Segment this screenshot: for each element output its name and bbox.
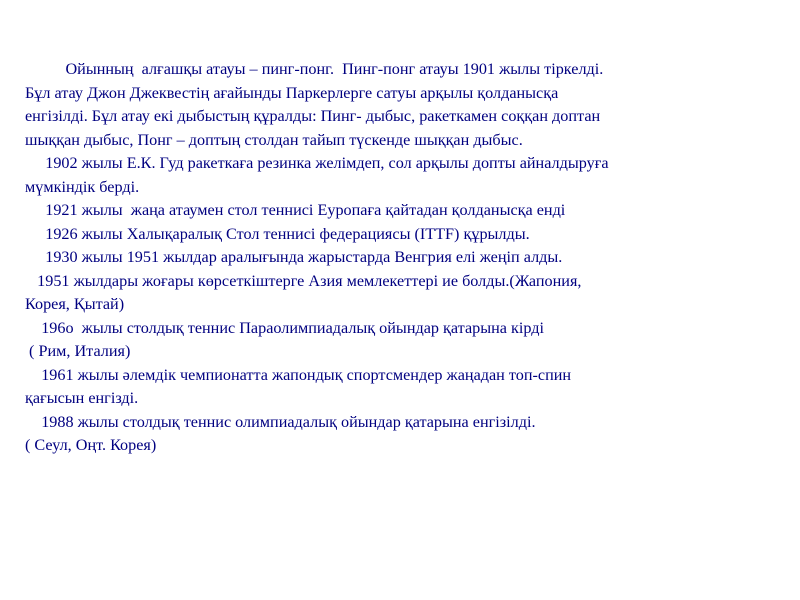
text-line: Бұл атау Джон Джеквестің ағайынды Паркерлерге сатуы арқылы қолданысқа: [25, 83, 559, 102]
text-line: 1961 жылы әлемдік чемпионатта жапондық спортсмендер жаңадан топ-спин: [25, 365, 572, 384]
text-line: Корея, Қытай): [25, 295, 125, 313]
text-line: қағысын енгізді.: [25, 389, 139, 407]
text-line: шыққан дыбыс, Понг – доптың столдан тайып түскенде шыққан дыбыс.: [25, 130, 523, 149]
text-line: 1951 жылдары жоғары көрсеткіштерге Азия мемлекеттері ие болды.(Жапония,: [25, 271, 582, 290]
text-block: [25, 58, 785, 458]
text-line: ( Рим, Италия): [25, 342, 131, 360]
text-line: Ойынның алғашқы атауы – пинг-понг. Пинг-понг атауы 1901 жылы тіркелді.: [25, 60, 604, 78]
text-line: енгізілді. Бұл атау екі дыбыстың құралды: Пинг- дыбыс, ракеткамен соққан доптан: [25, 107, 601, 125]
text-line: 1921 жылы жаңа атаумен стол теннисі Еуропаға қайтадан қолданысқа енді: [25, 201, 566, 219]
text-line: 1926 жылы Халықаралық Стол теннисі федерациясы (ITTF) құрылды.: [25, 224, 530, 243]
text-line: 1902 жылы Е.К. Гуд ракеткаға резинка желімдеп, сол арқылы допты айналдыруға: [25, 154, 609, 172]
text-line: ( Сеул, Оңт. Корея): [25, 436, 157, 454]
text-line: 196о жылы столдық теннис Параолимпиадалық ойындар қатарына кірді: [25, 318, 544, 337]
text-line: мүмкіндік берді.: [25, 177, 140, 196]
text-line: 1988 жылы столдық теннис олимпиадалық ойындар қатарына енгізілді.: [25, 412, 536, 431]
text-line: 1930 жылы 1951 жылдар аралығында жарыстарда Венгрия елі жеңіп алды.: [25, 248, 563, 266]
